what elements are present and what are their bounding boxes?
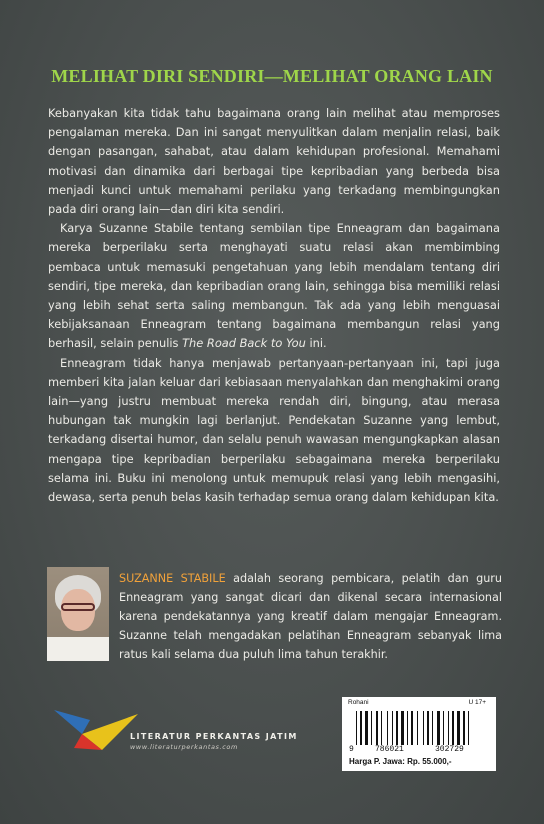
publisher-url: www.literaturperkantas.com <box>130 743 238 751</box>
blurb <box>48 104 500 507</box>
blurb-paragraph-1: Kebanyakan kita tidak tahu bagaimana orang lain melihat atau memproses pengalaman mereka. Dan ini sangat menyulitkan dalam menjalin relasi, baik dengan pasangan, sahabat, atau dalam kehidupan profesional. Memahami motivasi dan dinamika dari berbagai tipe kepribadian yang berbeda bisa menjadi kunci untuk memahami perilaku yang terkadang membingungkan pada diri orang lain—dan diri kita sendiri. <box>48 106 500 217</box>
blurb-paragraph-2: Karya Suzanne Stabile tentang sembilan tipe Enneagram dan bagaimana mereka berperilaku serta menghayati suatu relasi akan membimbing pembaca untuk memasuki pengetahuan yang lebih mendalam tentang diri sendiri, tipe mereka, dan kepribadian orang lain, sehingga bisa memiliki relasi yang lebih sehat serta saling membangun. Tak ada yang lebih menguasai kebijaksanaan Enneagram tentang bagaimana membangun relasi yang berhasil, selain penulis The Road Back to You ini. <box>48 221 500 351</box>
book-title: The Road Back to You <box>182 336 306 351</box>
category-label: Rohani <box>348 699 369 706</box>
publisher-logo-icon <box>52 700 142 755</box>
author-photo <box>47 567 109 661</box>
publisher-name: LITERATUR PERKANTAS JATIM <box>130 732 298 741</box>
page-title: MELIHAT DIRI SENDIRI—MELIHAT ORANG LAIN <box>51 66 493 86</box>
author-name: SUZANNE STABILE <box>119 572 226 585</box>
author-bio-text: SUZANNE STABILE adalah seorang pembicara, pelatih dan guru Enneagram yang sangat dicari dan dikenal secara internasional karena pendekatannya yang kreatif dalam mengajar Enneagram. Suzanne telah mengadakan pelatihan Enneagram sebanyak lima ratus kali selama dua puluh lima tahun terakhir. <box>119 572 502 661</box>
author-bio <box>47 567 502 661</box>
blurb-paragraph-3: Enneagram tidak hanya menjawab pertanyaan-pertanyaan ini, tapi juga memberi kita jalan keluar dari kebiasaan menyalahkan dan menghakimi orang lain—yang justru membuat mereka rendah diri, bingung, atau merasa hubungan tak mungkin lagi berlanjut. Pendekatan Suzanne yang lembut, terkadang disertai humor, dan selalu penuh wawasan mengungkapkan alasan mengapa tipe kepribadian berperilaku sebagaimana mereka berperilaku selama ini. Buku ini menolong untuk memupuk relasi yang lebih mengasihi, dewasa, serta penuh belas kasih terhadap semua orang dalam kehidupan kita. <box>48 355 500 505</box>
price-label: Harga P. Jawa: Rp. 55.000,- <box>349 757 452 766</box>
barcode-bars <box>356 711 488 745</box>
age-rating: U 17+ <box>468 699 486 706</box>
barcode-label: Rohani U 17+ 9 786021 302729 Harga P. Jawa: Rp. 55.000,- <box>342 697 496 771</box>
